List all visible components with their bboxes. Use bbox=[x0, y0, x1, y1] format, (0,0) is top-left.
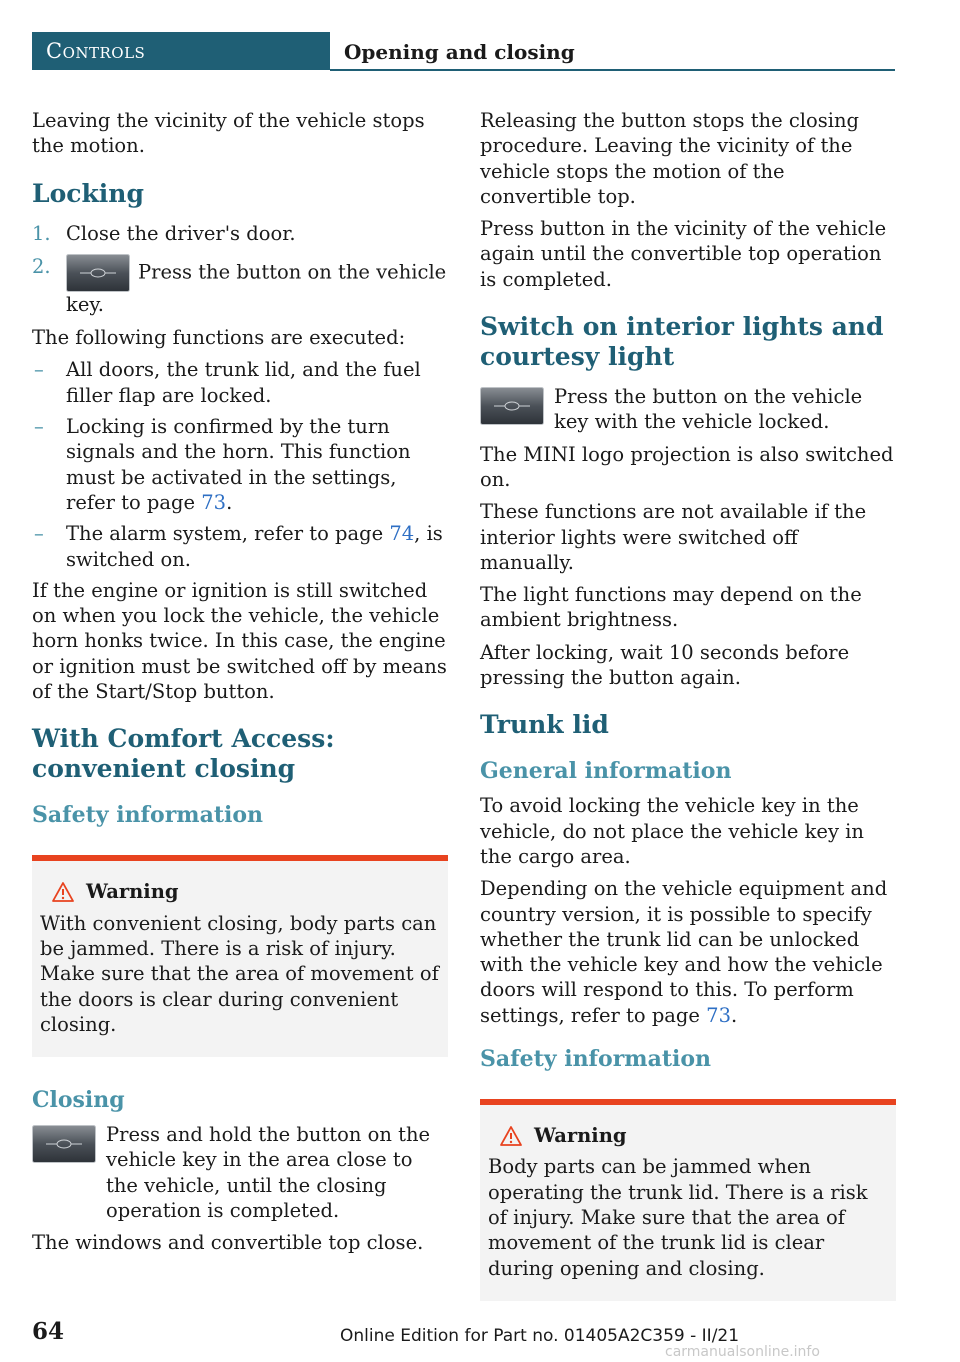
step-text: Close the driver's door. bbox=[66, 221, 296, 245]
trunk-heading: Trunk lid bbox=[480, 710, 609, 740]
watermark: carmanualsonline.info bbox=[665, 1344, 820, 1360]
ambient-text: The light functions may depend on the ambient brightness. bbox=[480, 583, 862, 632]
list-item-text: . bbox=[226, 490, 233, 514]
safety-heading: Safety information bbox=[32, 802, 264, 829]
list-item-text: Locking is confirmed by the turn signals and the horn. This function must be activated in the settings, refer to page bbox=[66, 415, 411, 514]
step-item bbox=[32, 221, 448, 246]
page-link-73[interactable]: 73 bbox=[706, 1003, 731, 1027]
step-text: Press the button on the vehicle key. bbox=[66, 260, 447, 316]
page-number: 64 bbox=[32, 1318, 65, 1345]
list-item bbox=[32, 521, 448, 572]
step-number: 2. bbox=[32, 254, 51, 278]
logo-text: The MINI logo projection is also switched on. bbox=[480, 442, 894, 491]
chapter-title: Opening and closing bbox=[344, 40, 575, 64]
warning-label: Warning bbox=[86, 880, 179, 904]
comfort-access-heading: With Comfort Access: convenient closing bbox=[32, 724, 335, 784]
step-number: 1. bbox=[32, 221, 51, 245]
depending-text: Depending on the vehicle equipment and country version, it is possible to specify whether the trunk lid can be unlocked with the vehicle key and how the vehicle doors will respond to this. To perform settings, refer to page bbox=[480, 877, 888, 1027]
press-again-text: Press button in the vicinity of the vehicle again until the convertible top operation is completed. bbox=[480, 217, 887, 291]
release-text: Releasing the button stops the closing procedure. Leaving the vicinity of the vehicle stops the motion of the convertible top. bbox=[480, 109, 860, 208]
page-link-74[interactable]: 74 bbox=[389, 522, 415, 546]
depending-paragraph bbox=[480, 876, 896, 1028]
warning-title bbox=[40, 879, 440, 904]
left-column bbox=[32, 108, 448, 1263]
edition-note: Online Edition for Part no. 01405A2C359 - II/21 bbox=[340, 1326, 740, 1346]
warning-box bbox=[32, 855, 448, 1057]
lights-paragraph bbox=[480, 384, 896, 435]
after-lock-text: After locking, wait 10 seconds before pressing the button again. bbox=[480, 640, 850, 690]
dash-marker: – bbox=[34, 358, 44, 382]
right-column bbox=[480, 108, 896, 1331]
list-item bbox=[32, 357, 448, 408]
warning-box bbox=[480, 1099, 896, 1301]
mini-key-button-icon bbox=[66, 254, 130, 292]
lights-text: Press the button on the vehicle key with the vehicle locked. bbox=[554, 385, 863, 434]
list-item bbox=[32, 414, 448, 515]
locking-steps bbox=[32, 221, 448, 318]
general-heading: General information bbox=[480, 758, 732, 785]
dash-marker: – bbox=[34, 415, 44, 439]
step-item bbox=[32, 254, 448, 317]
warning-triangle-icon bbox=[52, 882, 74, 902]
header-rule bbox=[330, 69, 895, 71]
closing-heading: Closing bbox=[32, 1087, 125, 1114]
not-available-text: These functions are not available if the interior lights were switched off manually. bbox=[480, 500, 867, 574]
closing-text: Press and hold the button on the vehicle key in the area close to the vehicle, until the closing operation is completed. bbox=[106, 1123, 431, 1223]
warning-text: Body parts can be jammed when operating the trunk lid. There is a risk of injury. Make sure that the area of movement of the trunk lid is clear during opening and closing. bbox=[488, 1155, 868, 1280]
list-item-text: All doors, the trunk lid, and the fuel filler flap are locked. bbox=[66, 358, 421, 407]
mini-key-button-icon bbox=[32, 1125, 96, 1163]
engine-note: If the engine or ignition is still switched on when you lock the vehicle, the vehicle horn honks twice. In this case, the engine or ignition must be switched off by means of the Start/Stop button. bbox=[32, 578, 447, 704]
windows-text: The windows and convertible top close. bbox=[32, 1231, 424, 1255]
dash-marker: – bbox=[34, 522, 44, 546]
warning-triangle-icon bbox=[500, 1126, 522, 1146]
mini-key-button-icon bbox=[480, 387, 544, 425]
closing-paragraph bbox=[32, 1122, 448, 1223]
lights-heading: Switch on interior lights and courtesy light bbox=[480, 312, 884, 372]
avoid-text: To avoid locking the vehicle key in the vehicle, do not place the vehicle key in the cargo area. bbox=[480, 794, 864, 868]
section-label: Controls bbox=[46, 39, 146, 63]
locking-heading: Locking bbox=[32, 178, 144, 208]
executed-list bbox=[32, 357, 448, 571]
warning-label: Warning bbox=[534, 1124, 627, 1148]
executed-intro: The following functions are executed: bbox=[32, 326, 406, 350]
list-item-text: The alarm system, refer to page bbox=[66, 522, 390, 546]
depending-end: . bbox=[730, 1003, 738, 1027]
intro-text: Leaving the vicinity of the vehicle stops the motion. bbox=[32, 109, 425, 158]
list-item-text: , is switched on. bbox=[66, 522, 443, 571]
safety-heading: Safety information bbox=[480, 1046, 712, 1073]
page-link-73[interactable]: 73 bbox=[201, 490, 227, 514]
warning-title bbox=[488, 1123, 888, 1148]
warning-text: With convenient closing, body parts can be jammed. There is a risk of injury. Make sure that the area of movement of the doors is clear during convenient closing. bbox=[40, 911, 439, 1036]
section-tab bbox=[32, 32, 330, 70]
page-header bbox=[32, 32, 895, 70]
